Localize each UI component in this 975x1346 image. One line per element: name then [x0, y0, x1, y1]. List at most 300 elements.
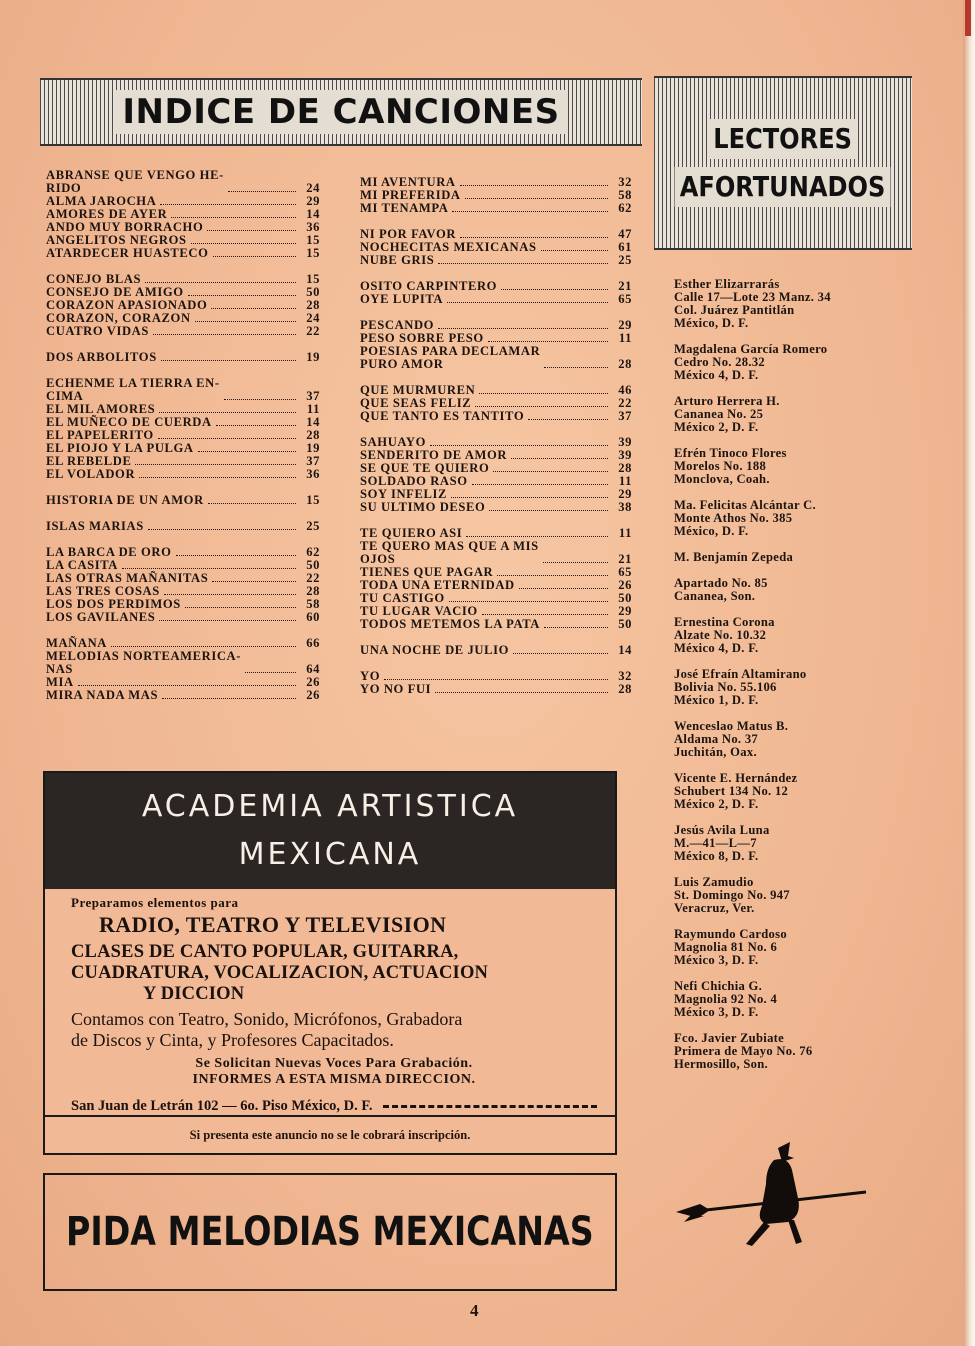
index-entry	[360, 254, 632, 267]
dot-leader	[191, 243, 296, 244]
dot-leader	[466, 536, 608, 537]
index-column-left	[46, 169, 320, 715]
reader-address-line: México 3, D. F.	[674, 1005, 759, 1019]
song-page-number: 22	[306, 571, 320, 585]
song-title: CONSEJO DE AMIGO	[46, 285, 184, 299]
song-page-number: 25	[618, 253, 632, 267]
index-entry	[46, 325, 320, 338]
witch-leg-2	[788, 1220, 802, 1244]
song-page-number: 19	[306, 350, 320, 364]
song-page-number: 65	[618, 292, 632, 306]
song-page-number: 46	[618, 383, 632, 397]
broom-bristles	[676, 1204, 710, 1218]
ad-voces-line1: Se Solicitan Nuevas Voces Para Grabación.	[195, 1056, 473, 1071]
song-page-number: 36	[306, 220, 320, 234]
song-page-number: 24	[306, 311, 320, 325]
dot-leader	[164, 594, 296, 595]
song-title: PESCANDO	[360, 318, 435, 332]
ad-contamos-line2: de Discos y Cinta, y Profesores Capacitados.	[71, 1030, 394, 1050]
readers-title-line2: AFORTUNADOS	[675, 167, 891, 207]
song-page-number: 28	[306, 584, 320, 598]
song-title: UNA NOCHE DE JULIO	[360, 643, 509, 657]
song-title: EL VOLADOR	[46, 467, 136, 481]
ad-preparamos: Preparamos elementos para	[71, 895, 239, 910]
song-page-number: 28	[618, 461, 632, 475]
dot-leader	[162, 698, 296, 699]
index-group	[360, 527, 632, 631]
reader-name: Magdalena García Romero	[674, 342, 828, 356]
dot-leader	[544, 367, 608, 368]
index-entry	[360, 683, 632, 696]
reader-name: Arturo Herrera H.	[674, 394, 780, 408]
reader-address-line: Monte Athos No. 385	[674, 511, 793, 525]
ad-contamos-line1: Contamos con Teatro, Sonido, Micrófonos, Grabadora	[71, 1009, 463, 1029]
dot-leader	[159, 620, 296, 621]
song-title: PESO SOBRE PESO	[360, 331, 484, 345]
song-page-number: 28	[618, 682, 632, 696]
dot-leader	[161, 360, 296, 361]
reader-name: Nefi Chichia G.	[674, 979, 763, 993]
reader-address-line: Col. Juárez Pantitlán	[674, 303, 795, 317]
song-title: QUE SEAS FELIZ	[360, 396, 472, 410]
song-title: TE QUERO MAS QUE A MIS OJOS	[360, 539, 539, 566]
ad-voces	[71, 1056, 597, 1088]
song-page-number: 61	[618, 240, 632, 254]
reader-address-line: México 4, D. F.	[674, 641, 759, 655]
reader-address-line: México 2, D. F.	[674, 797, 759, 811]
song-page-number: 25	[306, 519, 320, 533]
song-title: MI PREFERIDA	[360, 188, 461, 202]
reader-entry	[674, 668, 914, 707]
reader-address-line: México 2, D. F.	[674, 420, 759, 434]
song-title: TE QUIERO ASI	[360, 526, 463, 540]
index-entry	[360, 345, 632, 371]
dot-leader	[207, 230, 296, 231]
dot-leader	[497, 575, 608, 576]
index-entry	[360, 540, 632, 566]
index-entry	[46, 520, 320, 533]
song-page-number: 28	[306, 428, 320, 442]
reader-name: Ma. Felicitas Alcántar C.	[674, 498, 816, 512]
song-title: MAÑANA	[46, 636, 107, 650]
song-page-number: 58	[618, 188, 632, 202]
index-group	[46, 494, 320, 507]
dot-leader	[489, 510, 608, 511]
reader-address-line: Magnolia 92 No. 4	[674, 992, 778, 1006]
song-title: ATARDECER HUASTECO	[46, 246, 209, 260]
dot-leader	[501, 289, 608, 290]
index-group	[360, 644, 632, 657]
dot-leader	[185, 607, 296, 608]
index-title: INDICE DE CANCIONES	[114, 90, 567, 134]
song-page-number: 28	[618, 357, 632, 371]
reader-address-line: Aldama No. 37	[674, 732, 759, 746]
ad-voces-line2: INFORMES A ESTA MISMA DIRECCION.	[192, 1072, 476, 1087]
index-group	[360, 384, 632, 423]
dot-leader	[449, 601, 608, 602]
dot-leader	[198, 451, 296, 452]
reader-name: Raymundo Cardoso	[674, 927, 787, 941]
ad-address-rule	[383, 1105, 597, 1108]
reader-address-line: Monclova, Coah.	[674, 472, 770, 486]
song-title: EL MUÑECO DE CUERDA	[46, 415, 212, 429]
song-title: EL PIOJO Y LA PULGA	[46, 441, 194, 455]
song-title: ANGELITOS NEGROS	[46, 233, 187, 247]
song-page-number: 22	[306, 324, 320, 338]
binding-mark	[965, 0, 971, 36]
dot-leader	[153, 334, 296, 335]
index-group	[46, 637, 320, 702]
reader-name: M. Benjamín Zepeda	[674, 550, 794, 564]
song-page-number: 58	[306, 597, 320, 611]
dot-leader	[488, 341, 608, 342]
dot-leader	[435, 692, 608, 693]
dot-leader	[384, 679, 608, 680]
song-title: ECHENME LA TIERRA EN- CIMA	[46, 376, 220, 403]
reader-name: Luis Zamudio	[674, 875, 754, 889]
reader-entry	[674, 577, 914, 603]
reader-entry	[674, 278, 914, 330]
dot-leader	[511, 458, 608, 459]
reader-name: Esther Elizarrarás	[674, 277, 780, 291]
song-title: SENDERITO DE AMOR	[360, 448, 508, 462]
reader-address-line: M.—41—L—7	[674, 836, 757, 850]
reader-address-line: Bolivia No. 55.106	[674, 680, 777, 694]
song-title: EL MIL AMORES	[46, 402, 156, 416]
reader-address-line: Cananea, Son.	[674, 589, 756, 603]
song-title: SE QUE TE QUIERO	[360, 461, 490, 475]
song-title: LAS TRES COSAS	[46, 584, 160, 598]
dot-leader	[213, 256, 296, 257]
reader-address-line: Veracruz, Ver.	[674, 901, 755, 915]
song-page-number: 39	[618, 435, 632, 449]
dot-leader	[472, 484, 608, 485]
song-page-number: 15	[306, 246, 320, 260]
index-group	[360, 228, 632, 267]
dot-leader	[544, 627, 608, 628]
song-title: YO	[360, 669, 381, 683]
dot-leader	[216, 425, 296, 426]
dot-leader	[158, 438, 296, 439]
song-page-number: 64	[306, 662, 320, 676]
reader-name: Fco. Javier Zubiate	[674, 1031, 785, 1045]
song-title: EL PAPELERITO	[46, 428, 154, 442]
reader-entry	[674, 447, 914, 486]
song-page-number: 21	[618, 279, 632, 293]
ad-address: San Juan de Letrán 102 — 6o. Piso México, D. F.	[71, 1098, 373, 1114]
dot-leader	[160, 204, 296, 205]
index-group	[360, 436, 632, 514]
readers-title-line1: LECTORES	[708, 119, 857, 159]
song-title: TU LUGAR VACIO	[360, 604, 478, 618]
song-title: TODA UNA ETERNIDAD	[360, 578, 515, 592]
dot-leader	[528, 419, 608, 420]
song-page-number: 19	[306, 441, 320, 455]
song-title: LA BARCA DE ORO	[46, 545, 172, 559]
reader-address-line: México 3, D. F.	[674, 953, 759, 967]
song-title: ABRANSE QUE VENGO HE- RIDO	[46, 168, 224, 195]
dot-leader	[451, 497, 608, 498]
page-number: 4	[470, 1301, 479, 1320]
song-page-number: 14	[306, 415, 320, 429]
song-title: MIRA NADA MAS	[46, 688, 159, 702]
song-title: ALMA JAROCHA	[46, 194, 157, 208]
song-title: DOS ARBOLITOS	[46, 350, 157, 364]
index-entry	[360, 202, 632, 215]
dot-leader	[438, 328, 608, 329]
index-group	[360, 176, 632, 215]
reader-entry	[674, 616, 914, 655]
dot-leader	[211, 308, 296, 309]
dot-leader	[208, 503, 296, 504]
dot-leader	[228, 191, 296, 192]
index-entry	[360, 293, 632, 306]
song-page-number: 29	[618, 318, 632, 332]
song-title: CORAZON, CORAZON	[46, 311, 191, 325]
reader-name: Jesús Avila Luna	[674, 823, 770, 837]
dot-leader	[159, 412, 296, 413]
dot-leader	[145, 282, 296, 283]
song-page-number: 36	[306, 467, 320, 481]
song-page-number: 26	[306, 688, 320, 702]
song-page-number: 28	[306, 298, 320, 312]
witch-on-broom-illustration	[670, 1140, 870, 1270]
dot-leader	[493, 471, 608, 472]
song-title: OYE LUPITA	[360, 292, 444, 306]
song-title: CORAZON APASIONADO	[46, 298, 208, 312]
dot-leader	[176, 555, 296, 556]
song-page-number: 62	[618, 201, 632, 215]
song-page-number: 11	[618, 526, 632, 540]
reader-entry	[674, 499, 914, 538]
song-page-number: 50	[618, 591, 632, 605]
song-title: LAS OTRAS MAÑANITAS	[46, 571, 209, 585]
song-page-number: 66	[306, 636, 320, 650]
song-page-number: 14	[306, 207, 320, 221]
index-group	[360, 319, 632, 371]
index-entry	[360, 644, 632, 657]
index-group	[360, 670, 632, 696]
dot-leader	[519, 588, 608, 589]
dot-leader	[139, 477, 296, 478]
song-title: MELODIAS NORTEAMERICA- NAS	[46, 649, 242, 676]
reader-address-line: México, D. F.	[674, 524, 749, 538]
song-page-number: 15	[306, 493, 320, 507]
index-group	[46, 546, 320, 624]
song-title: SOLDADO RASO	[360, 474, 468, 488]
page-edge	[963, 0, 975, 1346]
ad-body	[45, 889, 615, 1115]
dot-leader	[135, 464, 296, 465]
song-page-number: 29	[618, 487, 632, 501]
song-page-number: 29	[618, 604, 632, 618]
reader-address-line: Calle 17—Lote 23 Manz. 34	[674, 290, 831, 304]
dot-leader	[188, 295, 296, 296]
index-entry	[360, 501, 632, 514]
reader-entry	[674, 395, 914, 434]
reader-entry	[674, 772, 914, 811]
index-entry	[46, 689, 320, 702]
index-entry	[46, 247, 320, 260]
reader-entry	[674, 343, 914, 382]
song-title: SOY INFELIZ	[360, 487, 447, 501]
song-title: ANDO MUY BORRACHO	[46, 220, 204, 234]
readers-title-banner	[654, 76, 912, 250]
academia-advertisement	[43, 771, 617, 1155]
dot-leader	[460, 237, 608, 238]
index-entry	[46, 494, 320, 507]
dot-leader	[482, 614, 608, 615]
reader-address-line: México 8, D. F.	[674, 849, 759, 863]
song-title: NOCHECITAS MEXICANAS	[360, 240, 537, 254]
ad-address-row	[71, 1098, 597, 1115]
dot-leader	[430, 445, 608, 446]
pida-banner	[43, 1173, 617, 1291]
song-page-number: 21	[618, 552, 632, 566]
witch-body	[760, 1159, 799, 1224]
song-title: TU CASTIGO	[360, 591, 445, 605]
dot-leader	[479, 393, 608, 394]
reader-entry	[674, 980, 914, 1019]
song-page-number: 47	[618, 227, 632, 241]
song-page-number: 11	[306, 402, 320, 416]
song-page-number: 29	[306, 194, 320, 208]
reader-address-line: Cananea No. 25	[674, 407, 764, 421]
song-title: QUE MURMUREN	[360, 383, 476, 397]
song-title: MI AVENTURA	[360, 175, 456, 189]
reader-address-line: Cedro No. 28.32	[674, 355, 766, 369]
index-entry	[46, 377, 320, 403]
song-page-number: 15	[306, 233, 320, 247]
song-title: CONEJO BLAS	[46, 272, 142, 286]
reader-address-line: Primera de Mayo No. 76	[674, 1044, 813, 1058]
song-page-number: 32	[618, 175, 632, 189]
reader-entry	[674, 824, 914, 863]
dot-leader	[475, 406, 608, 407]
reader-address-line: México 4, D. F.	[674, 368, 759, 382]
reader-address-line: Juchitán, Oax.	[674, 745, 757, 759]
dot-leader	[245, 672, 296, 673]
ad-head-line1: ACADEMIA ARTISTICA	[141, 789, 519, 824]
song-page-number: 50	[618, 617, 632, 631]
ad-header	[45, 773, 615, 889]
reader-entry	[674, 551, 914, 564]
index-group	[46, 351, 320, 364]
song-title: MI TENAMPA	[360, 201, 449, 215]
reader-address-line: Hermosillo, Son.	[674, 1057, 769, 1071]
index-entry	[360, 618, 632, 631]
reader-entry	[674, 928, 914, 967]
song-page-number: 39	[618, 448, 632, 462]
witch-leg	[746, 1222, 770, 1246]
song-page-number: 37	[618, 409, 632, 423]
dot-leader	[195, 321, 296, 322]
song-page-number: 26	[618, 578, 632, 592]
pida-text: PIDA MELODIAS MEXICANAS	[66, 1209, 594, 1255]
song-page-number: 26	[306, 675, 320, 689]
song-page-number: 62	[306, 545, 320, 559]
song-title: LA CASITA	[46, 558, 119, 572]
song-page-number: 24	[306, 181, 320, 195]
song-title: AMORES DE AYER	[46, 207, 168, 221]
reader-entry	[674, 876, 914, 915]
dot-leader	[438, 263, 608, 264]
dot-leader	[111, 646, 296, 647]
song-page-number: 22	[618, 396, 632, 410]
song-page-number: 37	[306, 454, 320, 468]
reader-address-line: México 1, D. F.	[674, 693, 759, 707]
reader-name: Ernestina Corona	[674, 615, 775, 629]
reader-entry	[674, 720, 914, 759]
broom-bristles-2	[684, 1216, 704, 1222]
song-title: TODOS METEMOS LA PATA	[360, 617, 540, 631]
ad-clases-line1: CLASES DE CANTO POPULAR, GUITARRA,	[71, 942, 459, 962]
song-title: YO NO FUI	[360, 682, 432, 696]
song-title: OSITO CARPINTERO	[360, 279, 498, 293]
reader-address-line: Morelos No. 188	[674, 459, 767, 473]
reader-address-line: St. Domingo No. 947	[674, 888, 790, 902]
index-entry	[46, 468, 320, 481]
song-title: CUATRO VIDAS	[46, 324, 149, 338]
song-title: SU ULTIMO DESEO	[360, 500, 486, 514]
ad-clases-line3: Y DICCION	[143, 984, 245, 1004]
song-page-number: 38	[618, 500, 632, 514]
index-group	[360, 280, 632, 306]
dot-leader	[171, 217, 296, 218]
index-title-banner	[40, 78, 642, 146]
index-group	[46, 520, 320, 533]
dot-leader	[148, 529, 296, 530]
reader-name: José Efraín Altamirano	[674, 667, 807, 681]
song-title: SAHUAYO	[360, 435, 427, 449]
dot-leader	[122, 568, 296, 569]
index-group	[46, 273, 320, 338]
song-page-number: 11	[618, 474, 632, 488]
song-page-number: 37	[306, 389, 320, 403]
ad-radio: RADIO, TEATRO Y TELEVISION	[99, 912, 447, 937]
song-page-number: 11	[618, 331, 632, 345]
index-entry	[46, 351, 320, 364]
song-title: MIA	[46, 675, 74, 689]
song-title: POESIAS PARA DECLAMAR PURO AMOR	[360, 344, 541, 371]
index-entry	[46, 650, 320, 676]
dot-leader	[541, 250, 608, 251]
reader-name: Wenceslao Matus B.	[674, 719, 789, 733]
reader-name: Efrén Tinoco Flores	[674, 446, 787, 460]
reader-name: Vicente E. Hernández	[674, 771, 798, 785]
dot-leader	[452, 211, 608, 212]
song-title: EL REBELDE	[46, 454, 132, 468]
dot-leader	[543, 562, 608, 563]
dot-leader	[78, 685, 296, 686]
song-page-number: 32	[618, 669, 632, 683]
reader-address-line: México, D. F.	[674, 316, 749, 330]
reader-entry	[674, 1032, 914, 1071]
index-entry	[46, 611, 320, 624]
song-page-number: 50	[306, 285, 320, 299]
dot-leader	[212, 581, 296, 582]
dot-leader	[465, 198, 608, 199]
dot-leader	[447, 302, 608, 303]
dot-leader	[224, 399, 296, 400]
song-title: LOS GAVILANES	[46, 610, 156, 624]
song-title: NUBE GRIS	[360, 253, 435, 267]
index-column-right	[360, 176, 632, 709]
readers-list	[674, 278, 914, 1084]
index-group	[46, 169, 320, 260]
song-page-number: 50	[306, 558, 320, 572]
ad-head-line2: MEXICANA	[238, 837, 422, 872]
